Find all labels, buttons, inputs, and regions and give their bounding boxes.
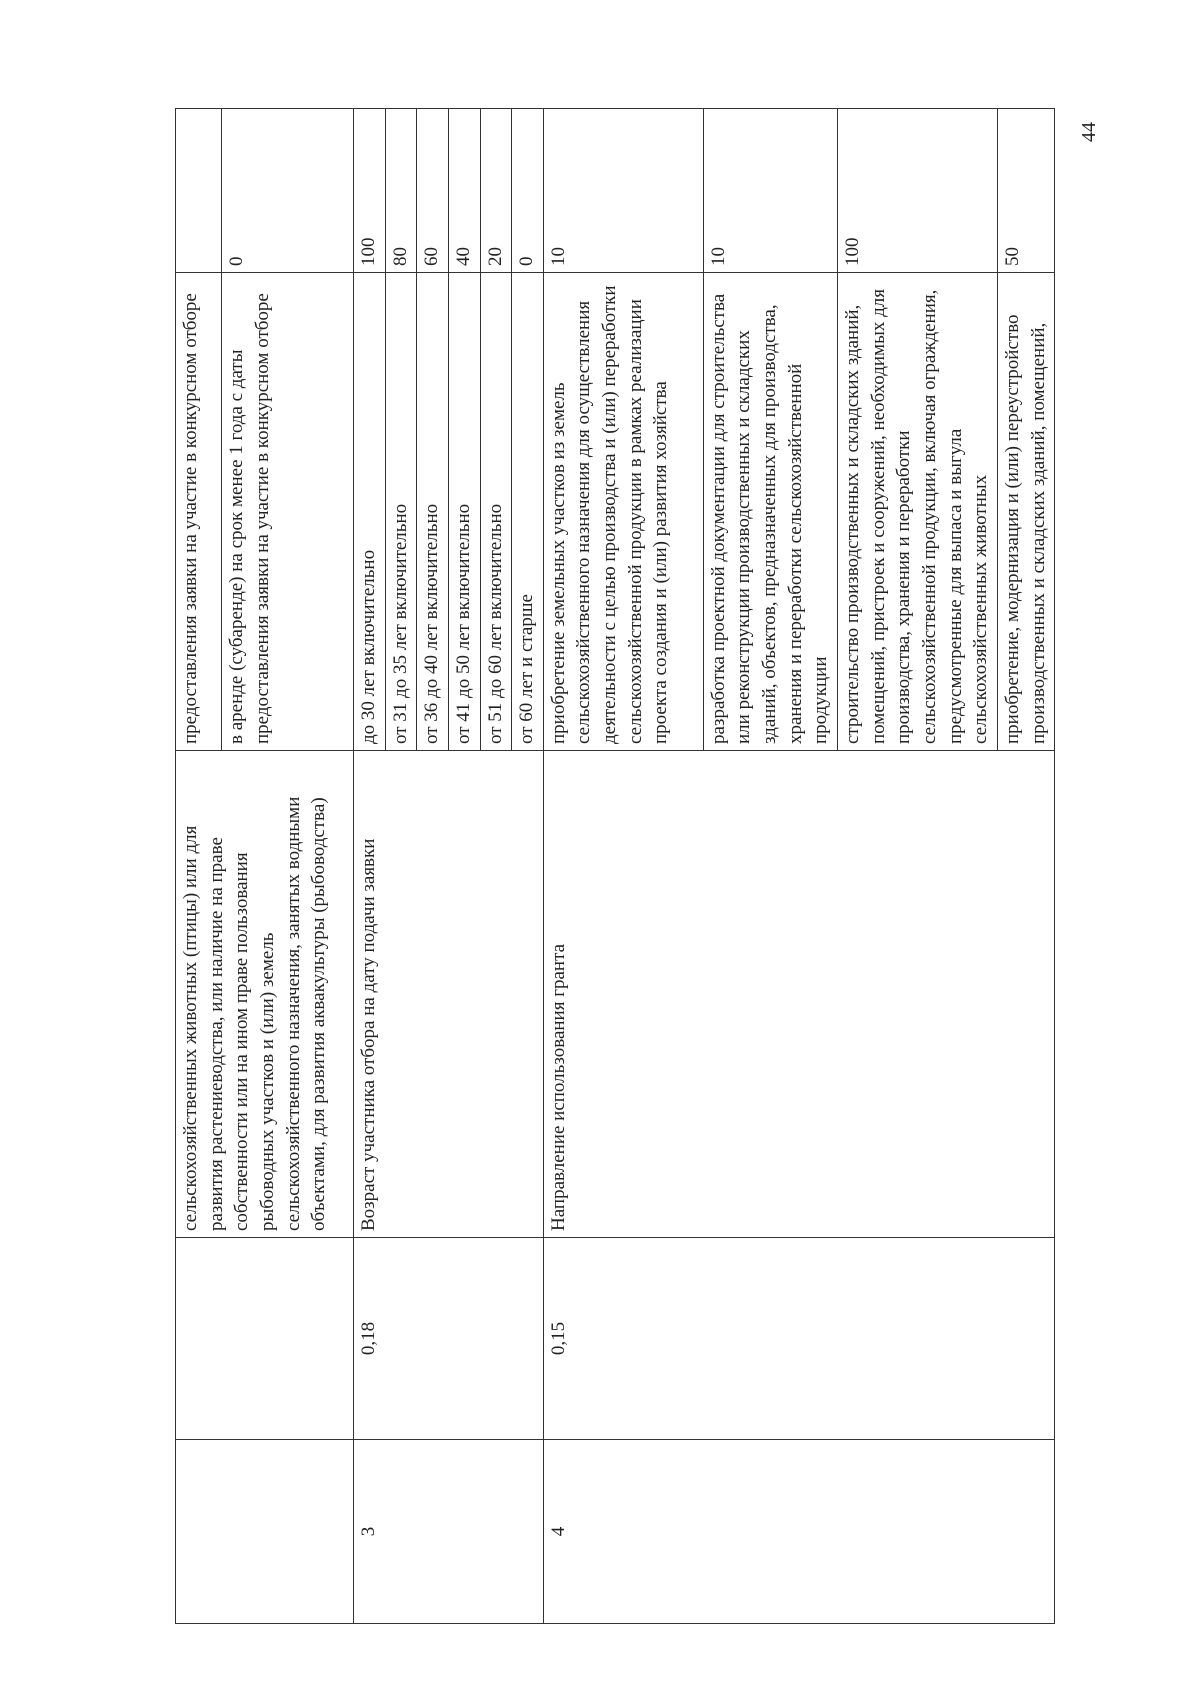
option-cell: предоставления заявки на участие в конкурсном отборе [176,273,222,751]
criteria-table [175,108,1055,1624]
points-cell: 80 [385,109,417,273]
points-cell: 10 [543,109,703,273]
points-cell: 20 [480,109,512,273]
criterion-cell: Возраст участника отбора на дату подачи заявки [354,751,544,1238]
points-cell [176,109,222,273]
option-cell: от 36 до 40 лет включительно [417,273,449,751]
option-cell: до 30 лет включительно [354,273,386,751]
table-row [176,109,222,1624]
option-cell: приобретение, модернизация и (или) переустройство производственных и складских зданий, помещений, [997,273,1054,751]
option-cell: разработка проектной документации для строительства или реконструкции производственных и складских зданий, объектов, предназначенных для производства, хранения и переработки сельскохозяйственной продукции [703,273,837,751]
table-row [354,109,386,1624]
points-cell: 0 [222,109,354,273]
row-number-cell: 3 [354,1440,544,1624]
table-row [543,109,703,1624]
page-number: 44 [1078,122,1100,142]
points-cell: 10 [703,109,837,273]
points-cell: 40 [448,109,480,273]
row-number-cell [176,1440,354,1624]
option-cell: от 41 до 50 лет включительно [448,273,480,751]
points-cell: 60 [417,109,449,273]
weight-cell [176,1238,354,1440]
option-cell: от 31 до 35 лет включительно [385,273,417,751]
criterion-cell: Направление использования гранта [543,751,1054,1238]
option-cell: от 60 лет и старше [512,273,544,751]
option-cell: приобретение земельных участков из земель сельскохозяйственного назначения для осуществления деятельности с целью производства и (или) переработки сельскохозяйственной продукции в рамках реализации проекта создания и (или) развития хозяйства [543,273,703,751]
option-cell: строительство производственных и складских зданий, помещений, пристроек и сооружений, необходимых для производства, хранения и переработки сельскохозяйственной продукции, включая ограждения, предусмотренные для выпаса и выгула сельскохозяйственных животных [838,273,998,751]
points-cell: 0 [512,109,544,273]
option-cell: в аренде (субаренде) на срок менее 1 года с даты предоставления заявки на участие в конкурсном отборе [222,273,354,751]
criterion-cell: сельскохозяйственных животных (птицы) или для развития растениеводства, или наличие на праве собственности или на ином праве пользования рыбоводных участков и (или) земель сельскохозяйственного назначения, занятых водными объектами, для развития аквакультуры (рыбоводства) [176,751,354,1238]
points-cell: 100 [838,109,998,273]
weight-cell: 0,18 [354,1238,544,1440]
option-cell: от 51 до 60 лет включительно [480,273,512,751]
points-cell: 50 [997,109,1054,273]
weight-cell: 0,15 [543,1238,1054,1440]
row-number-cell: 4 [543,1440,1054,1624]
points-cell: 100 [354,109,386,273]
